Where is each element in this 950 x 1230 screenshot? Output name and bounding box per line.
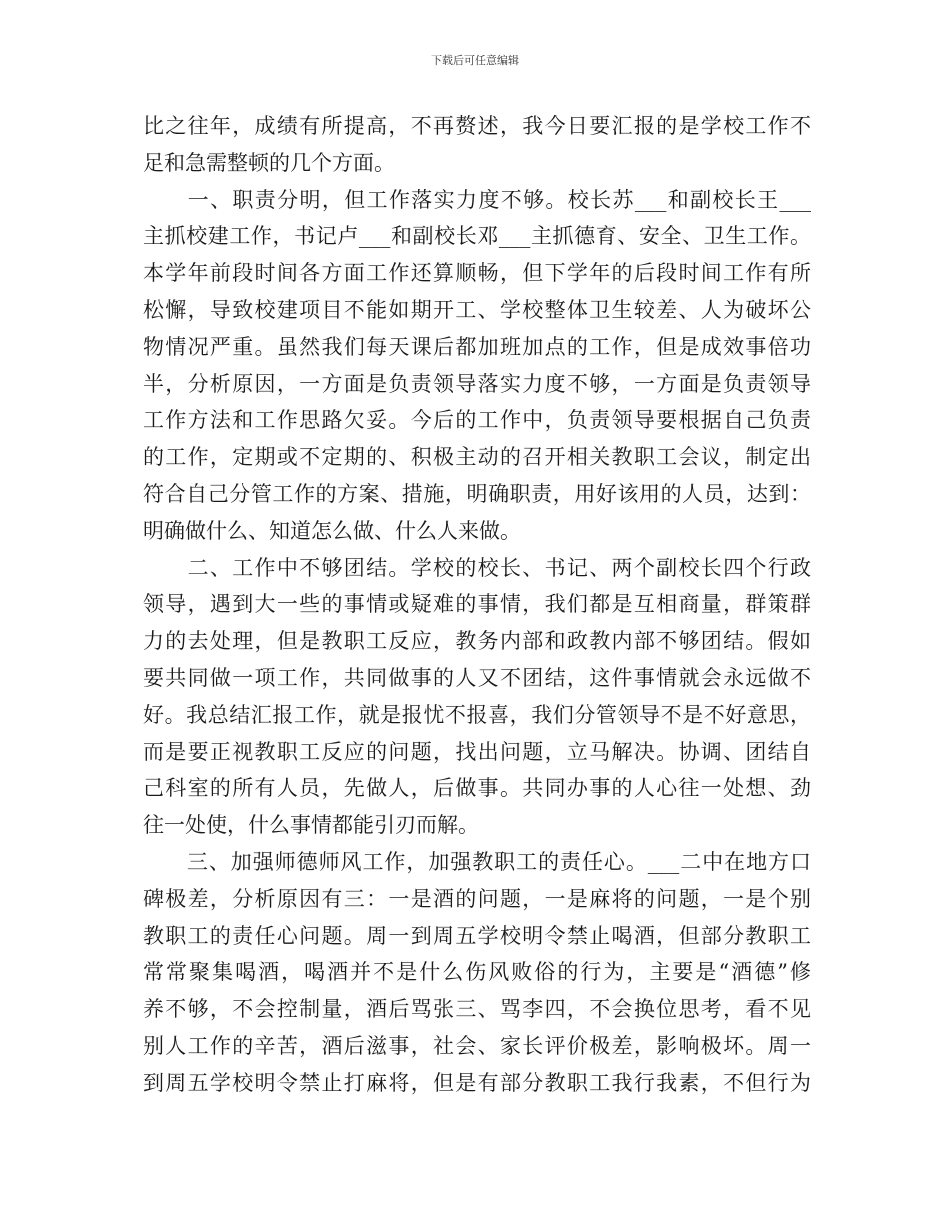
text-line: 明确做什么、知道怎么做、什么人来做。 xyxy=(143,518,521,543)
text-line: 要共同做一项工作，共同做事的人又不团结，这件事情就会永远做不 xyxy=(143,666,811,690)
text-line: 常常聚集喝酒，喝酒并不是什么伤风败俗的行为，主要是“酒德”修 xyxy=(143,960,811,985)
text-line: 符合自己分管工作的方案、措施，明确职责，用好该用的人员，达到： xyxy=(143,482,811,506)
text-line: 别人工作的辛苦，酒后滋事，社会、家长评价极差，影响极坏。周一 xyxy=(143,1034,811,1058)
text-line: 领导，遇到大一些的事情或疑难的事情，我们都是互相商量，群策群 xyxy=(143,592,811,617)
text-line: 半，分析原因，一方面是负责领导落实力度不够，一方面是负责领导 xyxy=(143,371,811,396)
text-line: 三、加强师德师风工作，加强教职工的责任心。___二中在地方口 xyxy=(143,850,811,874)
text-line: 二、工作中不够团结。学校的校长、书记、两个副校长四个行政 xyxy=(143,555,811,580)
text-line: 好。我总结汇报工作，就是报忧不报喜，我们分管领导不是不好意思， xyxy=(143,702,811,727)
text-line: 工作方法和工作思路欠妥。今后的工作中，负责领导要根据自己负责 xyxy=(143,408,811,433)
text-line: 养不够，不会控制量，酒后骂张三、骂李四，不会换位思考，看不见 xyxy=(143,997,811,1022)
text-line: 教职工的责任心问题。周一到周五学校明令禁止喝酒，但部分教职工 xyxy=(143,923,811,948)
text-line: 足和急需整顿的几个方面。 xyxy=(143,150,395,175)
text-line: 己科室的所有人员，先做人，后做事。共同办事的人心往一处想、劲 xyxy=(143,776,811,801)
text-line: 的工作，定期或不定期的、积极主动的召开相关教职工会议，制定出 xyxy=(143,445,811,470)
text-line: 主抓校建工作，书记卢___和副校长邓___主抓德育、安全、卫生工作。 xyxy=(143,224,811,249)
text-line: 物情况严重。虽然我们每天课后都加班加点的工作，但是成效事倍功 xyxy=(143,334,811,359)
text-line: 而是要正视教职工反应的问题，找出问题，立马解决。协调、团结自 xyxy=(143,739,811,764)
text-line: 松懈，导致校建项目不能如期开工、学校整体卫生较差、人为破坏公 xyxy=(143,298,811,322)
text-line: 比之往年，成绩有所提高，不再赘述，我今日要汇报的是学校工作不 xyxy=(143,114,811,138)
text-line: 往一处使，什么事情都能引刃而解。 xyxy=(143,813,479,838)
page-header: 下载后可任意编辑 xyxy=(431,54,519,67)
text-line: 本学年前段时间各方面工作还算顺畅，但下学年的后段时间工作有所 xyxy=(143,261,811,286)
text-line: 力的去处理，但是教职工反应，教务内部和政教内部不够团结。假如 xyxy=(143,629,811,654)
text-line: 一、职责分明，但工作落实力度不够。校长苏___和副校长王___ xyxy=(143,187,811,212)
text-line: 到周五学校明令禁止打麻将，但是有部分教职工我行我素，不但行为 xyxy=(143,1070,811,1095)
text-line: 碑极差，分析原因有三：一是酒的问题，一是麻将的问题，一是个别 xyxy=(143,886,811,911)
